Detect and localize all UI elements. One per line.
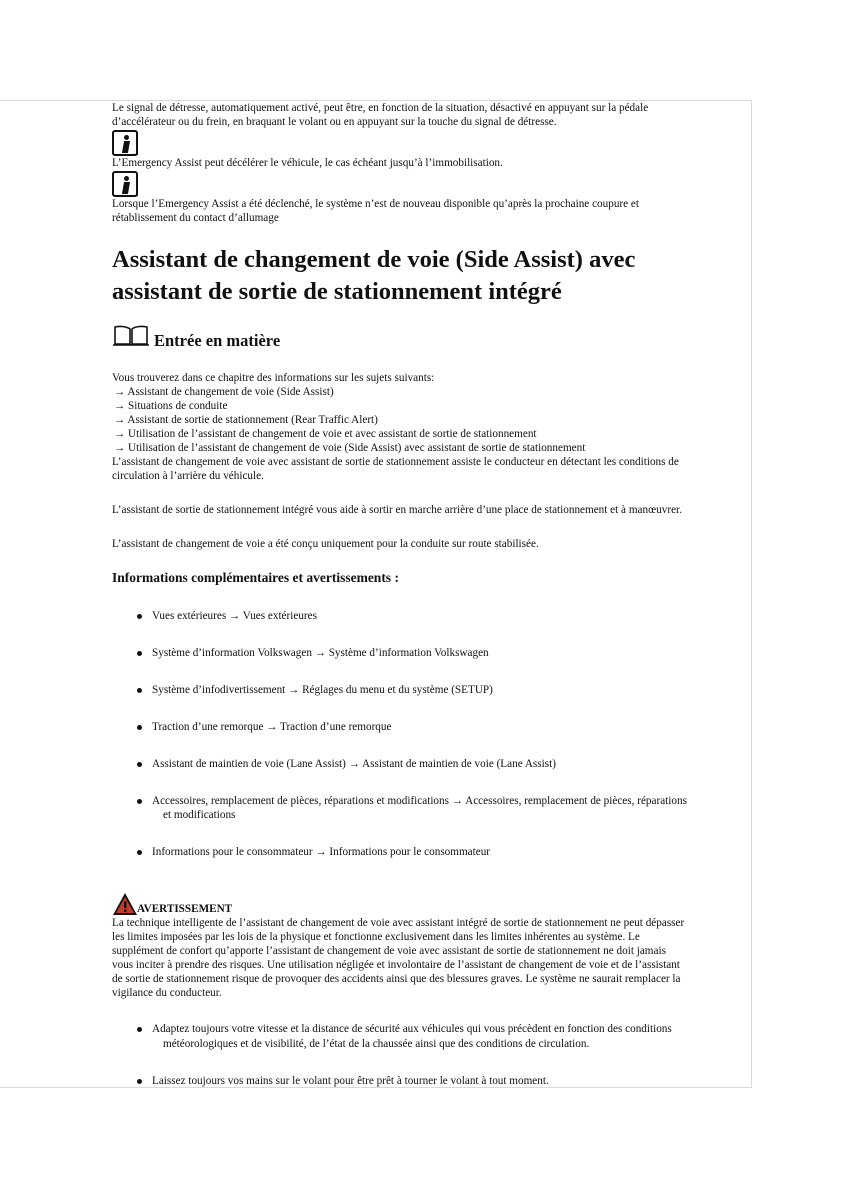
- bullet-icon: [137, 1079, 142, 1084]
- bullet-icon: [137, 850, 142, 855]
- paragraph: L’assistant de changement de voie avec assistant de sortie de stationnement assiste le conducteur en détectant les conditions de: [112, 456, 679, 468]
- warning-text: vigilance du conducteur.: [112, 987, 222, 999]
- book-icon: [112, 324, 150, 346]
- note-text: Lorsque l’Emergency Assist a été déclenché, le système n’est de nouveau disponible qu’après la prochaine coupure et: [112, 198, 639, 210]
- section-title: assistant de sortie de stationnement intégré: [112, 278, 562, 305]
- more-info-heading: Informations complémentaires et avertissements :: [112, 570, 399, 585]
- more-info-link[interactable]: Informations pour le consommateur → Informations pour le consommateur: [152, 846, 491, 858]
- bullet-icon: [137, 799, 142, 804]
- paragraph: L’assistant de sortie de stationnement intégré vous aide à sortir en marche arrière d’une place de stationnement et à manœuvrer.: [112, 504, 682, 516]
- bullet-icon: [137, 688, 142, 693]
- warning-text: supplément de confort qu’apporte l’assistant de changement de voie avec assistant de sortie de stationnement ne doit jamais: [112, 945, 666, 957]
- intro-line: Le signal de détresse, automatiquement activé, peut être, en fonction de la situation, désactivé en appuyant sur la pédale: [112, 102, 649, 114]
- paragraph: circulation à l’arrière du véhicule.: [112, 470, 264, 482]
- more-info-link[interactable]: Assistant de maintien de voie (Lane Assist) → Assistant de maintien de voie (Lane Assist): [152, 758, 556, 770]
- warning-title: AVERTISSEMENT: [137, 903, 233, 915]
- topics-intro: Vous trouverez dans ce chapitre des informations sur les sujets suivants:: [112, 372, 435, 384]
- section-subtitle: Entrée en matière: [154, 331, 281, 350]
- more-info-link[interactable]: et modifications: [163, 809, 236, 821]
- info-icon: [112, 171, 138, 197]
- note-text: rétablissement du contact d’allumage: [112, 212, 279, 224]
- warning-text: de sortie de stationnement risque de provoquer des accidents ainsi que des blessures graves. Le système ne saurait remplacer la: [112, 973, 681, 985]
- bullet-icon: [137, 762, 142, 767]
- more-info-link[interactable]: Système d’infodivertissement → Réglages du menu et du système (SETUP): [152, 684, 493, 696]
- warning-bullet: Adaptez toujours votre vitesse et la distance de sécurité aux véhicules qui vous précèdent en fonction des conditions: [152, 1023, 672, 1035]
- page-frame-right: [751, 100, 752, 1088]
- intro-line: d’accélérateur ou du frein, en braquant le volant ou en appuyant sur la touche du signal de détresse.: [112, 116, 557, 128]
- bullet-icon: [137, 725, 142, 730]
- section-title: Assistant de changement de voie (Side Assist) avec: [112, 246, 636, 273]
- more-info-link[interactable]: Traction d’une remorque → Traction d’une remorque: [152, 721, 392, 733]
- topic-link[interactable]: → Utilisation de l’assistant de changement de voie (Side Assist) avec assistant de sortie de stationnement: [114, 442, 586, 454]
- topic-link[interactable]: → Situations de conduite: [114, 400, 228, 412]
- bullet-icon: [137, 651, 142, 656]
- bullet-icon: [137, 1027, 142, 1032]
- topic-link[interactable]: → Utilisation de l’assistant de changement de voie et avec assistant de sortie de stationnement: [114, 428, 537, 440]
- note-text: L’Emergency Assist peut décélérer le véhicule, le cas échéant jusqu’à l’immobilisation.: [112, 157, 503, 169]
- more-info-link[interactable]: Accessoires, remplacement de pièces, réparations et modifications → Accessoires, remplacement de pièces, réparations: [152, 795, 687, 807]
- more-info-link[interactable]: Vues extérieures → Vues extérieures: [152, 610, 317, 622]
- more-info-link[interactable]: Système d’information Volkswagen → Système d’information Volkswagen: [152, 647, 489, 659]
- warning-text: La technique intelligente de l’assistant de changement de voie avec assistant intégré de sortie de stationnement ne peut dépasser: [112, 917, 685, 929]
- paragraph: L’assistant de changement de voie a été conçu uniquement pour la conduite sur route stabilisée.: [112, 538, 539, 550]
- bullet-icon: [137, 614, 142, 619]
- info-icon: [112, 130, 138, 156]
- warning-bullet: météorologiques et de visibilité, de l’état de la chaussée ainsi que des conditions de circulation.: [163, 1038, 590, 1050]
- warning-text: vous inciter à prendre des risques. Une utilisation négligée et involontaire de l’assistant de changement de voie et de l’assistant: [112, 959, 680, 971]
- topic-link[interactable]: → Assistant de sortie de stationnement (Rear Traffic Alert): [114, 414, 378, 426]
- warning-triangle-icon: [112, 892, 138, 916]
- warning-bullet: Laissez toujours vos mains sur le volant pour être prêt à tourner le volant à tout moment.: [152, 1075, 549, 1087]
- topic-link[interactable]: → Assistant de changement de voie (Side Assist): [114, 386, 334, 398]
- warning-text: les limites imposées par les lois de la physique et fonctionne exclusivement dans les limites inhérentes au système. Le: [112, 931, 640, 943]
